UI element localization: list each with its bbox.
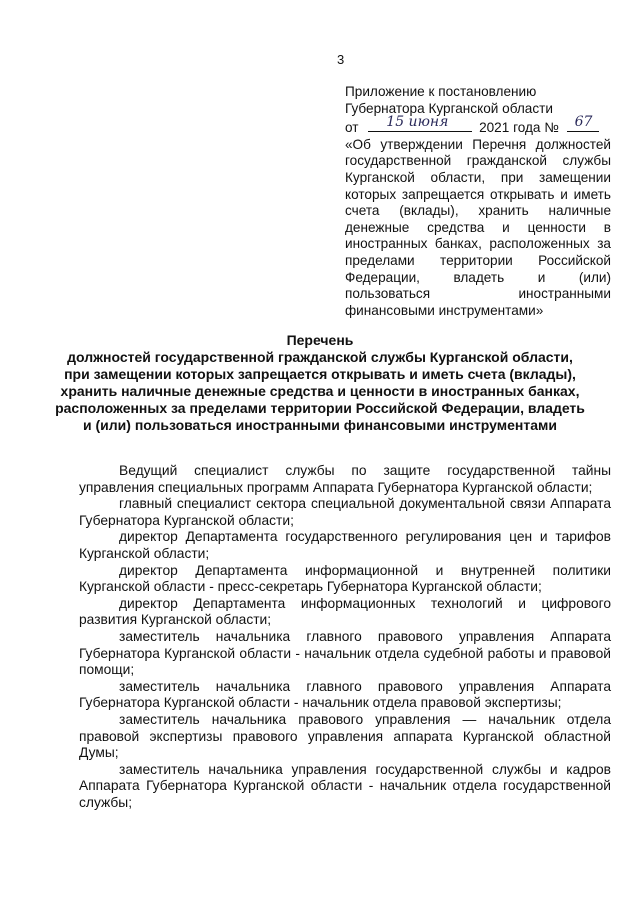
decree-line: которых запрещается открывать и иметь <box>345 186 611 202</box>
page-number: 3 <box>337 52 345 67</box>
handwritten-date: 15 июня <box>386 114 449 131</box>
decree-line: иностранных банках, расположенных за <box>345 236 611 252</box>
decree-line: денежные средства и ценности в <box>345 219 611 235</box>
title-line: хранить наличные денежные средства и ценности в иностранных банках, <box>60 383 580 399</box>
document-title <box>40 332 600 434</box>
appendix-header <box>345 84 611 319</box>
position-item: директор Департамента информационной и внутренней политики Курганской области - пресс-секретарь Губернатора Курганской области; <box>79 562 611 595</box>
decree-line: «Об утверждении Перечня должностей <box>345 136 611 152</box>
title-line: должностей государственной гражданской службы Курганской области, <box>67 349 573 365</box>
decree-line: финансовыми инструментами» <box>345 302 544 318</box>
date-prefix: от <box>345 120 359 136</box>
appendix-line: Губернатора Курганской области <box>345 100 553 116</box>
position-item: заместитель начальника главного правового управления Аппарата Губернатора Курганской области - начальник отдела судебной работы и правовой помощи; <box>79 628 611 678</box>
positions-list <box>79 463 611 811</box>
position-item: Ведущий специалист службы по защите государственной тайны управления специальных программ Аппарата Губернатора Курганской области; <box>79 463 611 495</box>
decree-line: Курганской области, при замещении <box>345 169 611 185</box>
title-line: и (или) пользоваться иностранными финансовыми инструментами <box>83 417 557 433</box>
number-blank <box>567 114 599 132</box>
decree-line: Федерации, владеть и (или) <box>345 269 611 285</box>
date-year: 2021 года № <box>479 120 559 136</box>
position-item: директор Департамента информационных технологий и цифрового развития Курганской области; <box>79 595 611 628</box>
decree-line: счета (вклады), хранить наличные <box>345 203 611 219</box>
handwritten-number: 67 <box>574 114 593 131</box>
appendix-line: Приложение к постановлению <box>345 84 537 99</box>
date-blank <box>368 114 472 132</box>
position-item: главный специалист сектора специальной документальной связи Аппарата Губернатора Курганской области; <box>79 496 611 528</box>
title-line: расположенных за пределами территории Российской Федерации, владеть <box>55 400 585 416</box>
decree-line: пределами территории Российской <box>345 252 611 268</box>
position-item: заместитель начальника правового управления — начальник отдела правовой экспертизы правового управления аппарата Курганской областной Думы; <box>79 711 611 761</box>
position-item: заместитель начальника управления государственной службы и кадров Аппарата Губернатора Курганской области - начальник отдела государственной службы; <box>79 761 611 810</box>
decree-date-row <box>345 114 611 137</box>
decree-line: государственной гражданской службы <box>345 153 611 169</box>
position-item: заместитель начальника главного правового управления Аппарата Губернатора Курганской области - начальник отдела правовой экспертизы; <box>79 678 611 711</box>
decree-line: пользоваться иностранными <box>345 286 611 302</box>
title-heading: Перечень <box>286 332 354 348</box>
position-item: директор Департамента государственного регулирования цен и тарифов Курганской области; <box>79 529 611 561</box>
title-line: при замещении которых запрещается открывать и иметь счета (вклады), <box>64 366 576 382</box>
